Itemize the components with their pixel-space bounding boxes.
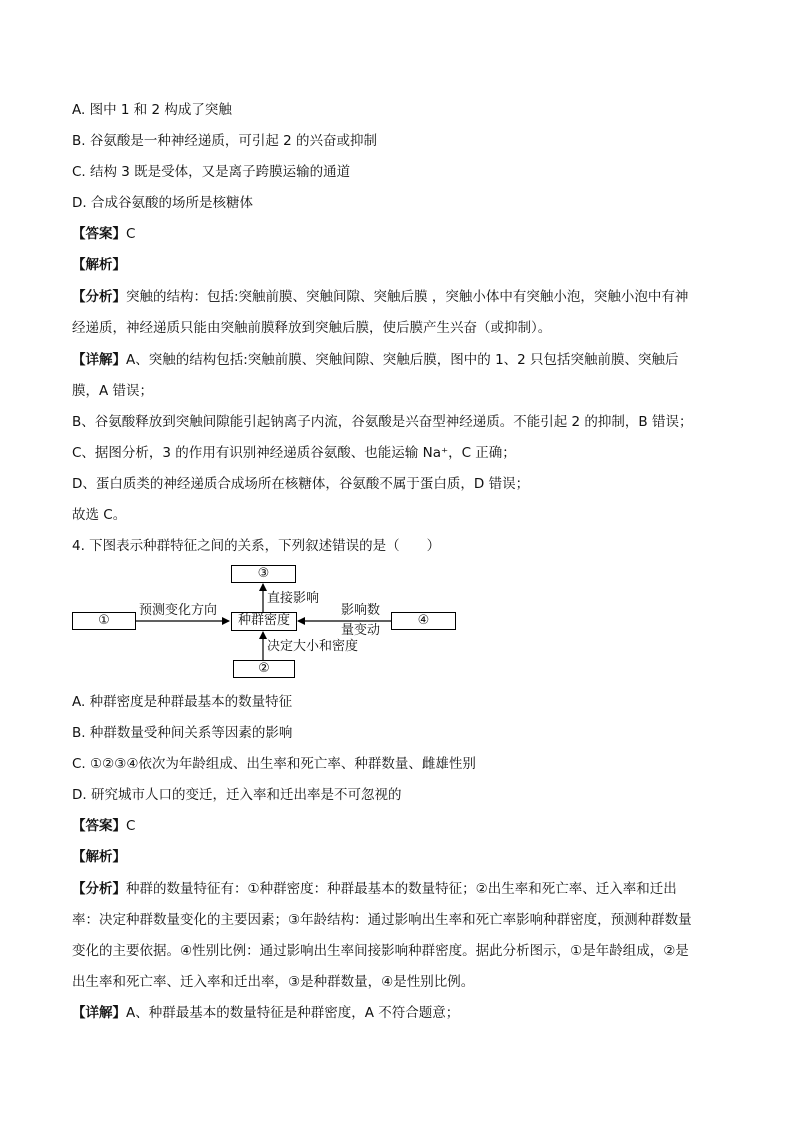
q3-option-d: D. 合成谷氨酸的场所是核糖体 (72, 195, 253, 211)
q4-option-a: A. 种群密度是种群最基本的数量特征 (72, 694, 293, 710)
q3-fenxi-line-2: 经递质，神经递质只能由突触前膜释放到突触后膜，使后膜产生兴奋（或抑制）。 (72, 320, 552, 336)
answer-value: C (126, 226, 136, 242)
diagram-box-3: ③ (231, 565, 296, 583)
q3-option-a: A. 图中 1 和 2 构成了突触 (72, 102, 232, 118)
q3-detail-line-4: C、据图分析，3 的作用有识别神经递质谷氨酸、也能运输 Na⁺，C 正确； (72, 445, 516, 461)
q4-fenxi-line-2: 率：决定种群数量变化的主要因素；③年龄结构：通过影响出生率和死亡率影响种群密度，预测种群数量 (72, 912, 692, 928)
q3-option-c: C. 结构 3 既是受体，又是离子跨膜运输的通道 (72, 164, 351, 180)
detail-label: 【详解】 (72, 352, 126, 368)
q3-option-b: B. 谷氨酸是一种神经递质，可引起 2 的兴奋或抑制 (72, 133, 378, 149)
diagram-label-predict: 预测变化方向 (139, 603, 218, 618)
q3-analysis-label: 【解析】 (72, 257, 126, 273)
q4-option-b: B. 种群数量受种间关系等因素的影响 (72, 725, 293, 741)
q4-analysis-label: 【解析】 (72, 849, 126, 865)
fenxi-text: 种群的数量特征有：①种群密度：种群最基本的数量特征；②出生率和死亡率、迁入率和迁出 (126, 881, 677, 897)
answer-value: C (126, 818, 136, 834)
q3-fenxi-line-1 (72, 288, 688, 306)
diagram-label-direct: 直接影响 (267, 591, 320, 606)
q4-stem: 4. 下图表示种群特征之间的关系，下列叙述错误的是（ ） (72, 538, 441, 554)
fenxi-label: 【分析】 (72, 289, 126, 305)
diagram-label-affect-2: 量变动 (341, 623, 381, 638)
detail-text: A、突触的结构包括:突触前膜、突触间隙、突触后膜，图中的 1、2 只包括突触前膜、突触后 (126, 352, 679, 368)
diagram-box-1: ① (72, 612, 136, 630)
detail-text: A、种群最基本的数量特征是种群密度，A 不符合题意； (126, 1005, 460, 1021)
q4-option-c: C. ①②③④依次为年龄组成、出生率和死亡率、种群数量、雌雄性别 (72, 756, 476, 772)
answer-label: 【答案】 (72, 226, 126, 242)
q4-option-d: D. 研究城市人口的变迁，迁入率和迁出率是不可忽视的 (72, 787, 402, 803)
fenxi-label: 【分析】 (72, 881, 126, 897)
q3-detail-line-2: 膜，A 错误； (72, 383, 154, 399)
q3-conclusion: 故选 C。 (72, 507, 127, 523)
q3-answer (72, 225, 135, 243)
q4-fenxi-line-1 (72, 880, 677, 898)
diagram-label-affect-1: 影响数 (341, 603, 381, 618)
q3-detail-line-5: D、蛋白质类的神经递质合成场所在核糖体，谷氨酸不属于蛋白质，D 错误； (72, 476, 530, 492)
answer-label: 【答案】 (72, 818, 126, 834)
q4-fenxi-line-4: 出生率和死亡率、迁入率和迁出率，③是种群数量，④是性别比例。 (72, 974, 475, 990)
detail-label: 【详解】 (72, 1005, 126, 1021)
diagram-box-center: 种群密度 (231, 612, 297, 631)
q4-detail-line-1 (72, 1004, 459, 1022)
diagram-label-determine: 决定大小和密度 (267, 639, 359, 654)
diagram-box-4: ④ (391, 612, 456, 630)
q4-fenxi-line-3: 变化的主要依据。④性别比例：通过影响出生率间接影响种群密度。据此分析图示，①是年龄组成，②是 (72, 943, 689, 959)
diagram-box-2: ② (233, 660, 295, 678)
fenxi-text: 突触的结构：包括:突触前膜、突触间隙、突触后膜 ，突触小体中有突触小泡，突触小泡中有神 (126, 289, 689, 305)
q3-detail-line-1 (72, 351, 679, 369)
q4-answer (72, 817, 135, 835)
q3-detail-line-3: B、谷氨酸释放到突触间隙能引起钠离子内流，谷氨酸是兴奋型神经递质。不能引起 2 的抑制，B 错误； (72, 414, 693, 430)
